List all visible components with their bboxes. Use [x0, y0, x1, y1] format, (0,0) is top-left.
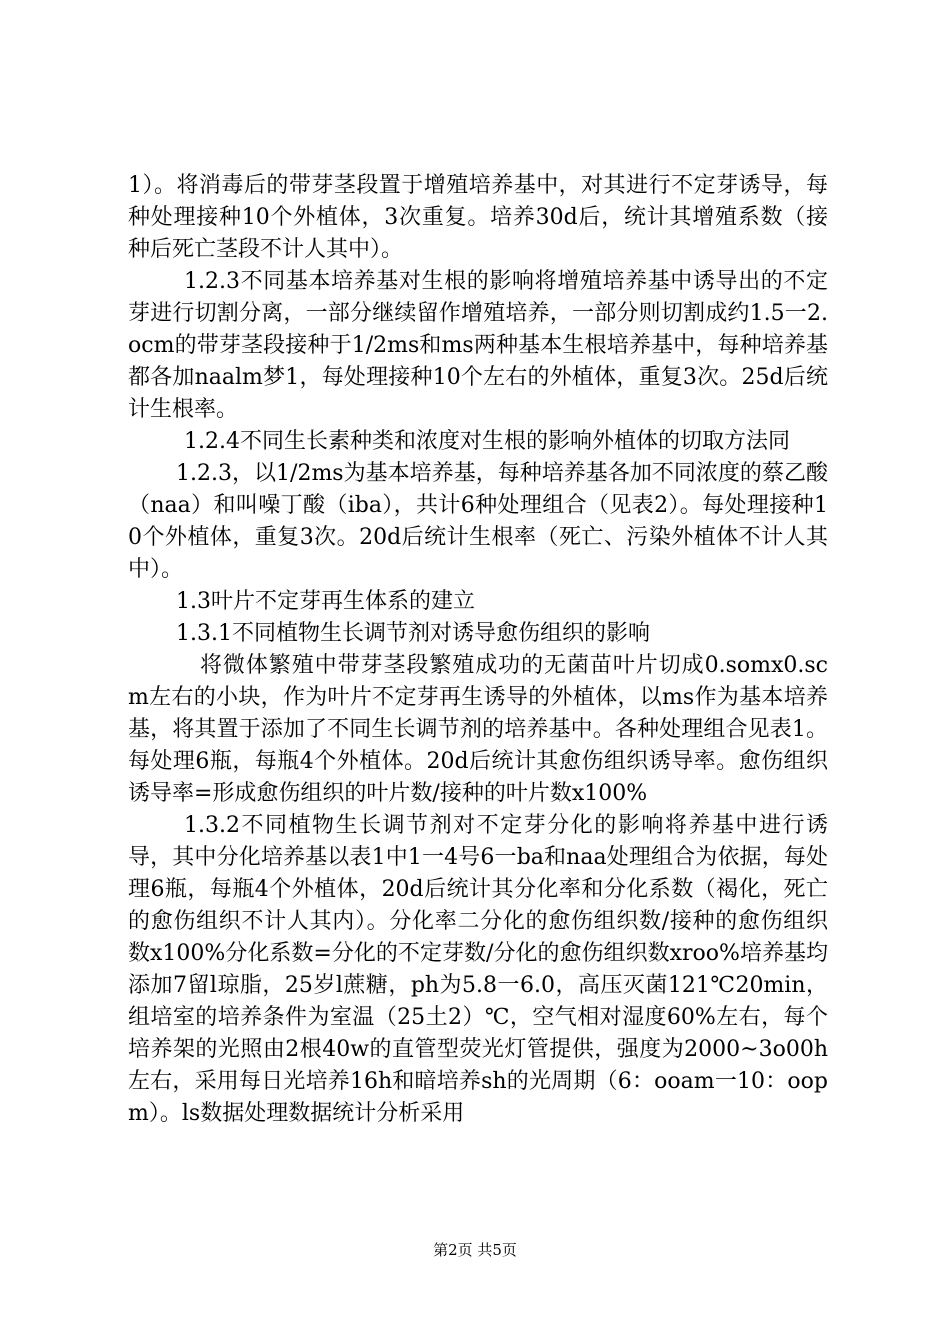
section-heading-1-3-1: 1.3.1不同植物生长调节剂对诱导愈伤组织的影响: [176, 621, 650, 646]
paragraph-1-2-3-continued: 1.2.3，以1/2ms为基本培养基，每种培养基各加不同浓度的蔡乙酸（naa）和叫噪丁酸（iba），共计6种处理组合（见表2）。每处理接种10个外植体，重复3次。20d后统计生根率（死亡、污染外植体不计人其中）。: [128, 461, 828, 582]
paragraph-1-2-4: 1.2.4不同生长素种类和浓度对生根的影响外植体的切取方法同: [184, 429, 790, 454]
page-footer: 第2页 共5页: [433, 1241, 517, 1259]
body-text: [128, 170, 828, 1130]
section-heading-1-3: 1.3叶片不定芽再生体系的建立: [176, 589, 475, 614]
paragraph-1: 1）。将消毒后的带芽茎段置于增殖培养基中，对其进行不定芽诱导，每种处理接种10个外植体，3次重复。培养30d后，统计其增殖系数（接种后死亡茎段不计人其中）。: [128, 173, 828, 262]
paragraph-1-2-3: 1.2.3不同基本培养基对生根的影响将增殖培养基中诱导出的不定芽进行切割分离，一部分继续留作增殖培养，一部分则切割成约1.5一2.ocm的带芽茎段接种于1/2ms和ms两种基本生根培养基中，每种培养基都各加naalm梦1，每处理接种10个左右的外植体，重复3次。25d后统计生根率。: [128, 269, 828, 422]
paragraph-1-3-2: 1.3.2不同植物生长调节剂对不定芽分化的影响将养基中进行诱导，其中分化培养基以表1中1一4号6一ba和naa处理组合为依据，每处理6瓶，每瓶4个外植体，20d后统计其分化率和分化系数（褐化，死亡的愈伤组织不计人其内）。分化率二分化的愈伤组织数/接种的愈伤组织数x100%分化系数=分化的不定芽数/分化的愈伤组织数xroo%培养基均添加7留l琼脂，25岁l蔗糖，ph为5.8一6.0，高压灭菌121℃20min，组培室的培养条件为室温（25土2）℃，空气相对湿度60%左右，每个培养架的光照由2根40w的直管型荧光灯管提供，强度为2000~3o00h左右，采用每日光培养16h和暗培养sh的光周期（6：ooam一10：oopm）。ls数据处理数据统计分析采用: [128, 813, 828, 1126]
paragraph-1-3-1-body: 将微体繁殖中带芽茎段繁殖成功的无菌苗叶片切成0.somx0.scm左右的小块，作为叶片不定芽再生诱导的外植体，以ms作为基本培养基，将其置于添加了不同生长调节剂的培养基中。各种处理组合见表1。每处理6瓶，每瓶4个外植体。20d后统计其愈伤组织诱导率。愈伤组织诱导率=形成愈伤组织的叶片数/接种的叶片数x100%: [128, 653, 828, 806]
